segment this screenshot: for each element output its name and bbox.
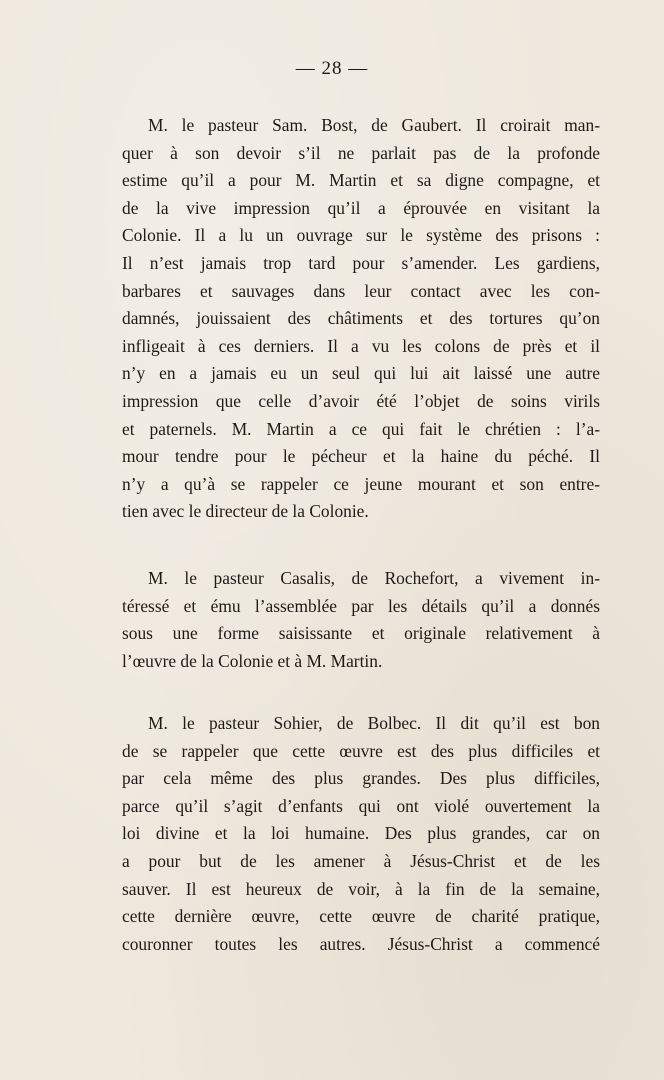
text-line: loi divine et la loi humaine. Des plus grandes, car on	[122, 823, 600, 844]
text-line: tien avec le directeur de la Colonie.	[122, 501, 369, 522]
text-line: téressé et ému l’assemblée par les détails qu’il a donnés	[122, 595, 600, 616]
text-line: par cela même des plus grandes. Des plus difficiles,	[122, 768, 600, 789]
text-line: et paternels. M. Martin a ce qui fait le chrétien : l’a-	[122, 418, 600, 439]
text-line: impression que celle d’avoir été l’objet de soins virils	[122, 390, 600, 411]
text-line: sauver. Il est heureux de voir, à la fin de la semaine,	[122, 878, 600, 899]
text-line: damnés, jouissaient des châtiments et des tortures qu’on	[122, 308, 600, 329]
text-line: estime qu’il a pour M. Martin et sa digne compagne, et	[122, 170, 600, 191]
text-line: parce qu’il s’agit d’enfants qui ont violé ouvertement la	[122, 795, 600, 816]
text-line: Colonie. Il a lu un ouvrage sur le système des prisons :	[122, 225, 600, 246]
text-line: l’œuvre de la Colonie et à M. Martin.	[122, 650, 383, 671]
text-line: mour tendre pour le pécheur et la haine du péché. Il	[122, 446, 600, 467]
text-line: quer à son devoir s’il ne parlait pas de la profonde	[122, 142, 600, 163]
text-line: infligeait à ces derniers. Il a vu les colons de près et il	[122, 335, 600, 356]
text-line: n’y a qu’à se rappeler ce jeune mourant et son entre-	[122, 473, 600, 494]
text-line: de se rappeler que cette œuvre est des plus difficiles et	[122, 740, 600, 761]
text-line: de la vive impression qu’il a éprouvée en visitant la	[122, 197, 600, 218]
text-line: couronner toutes les autres. Jésus-Christ a commencé	[122, 933, 600, 954]
text-line: barbares et sauvages dans leur contact avec les con-	[122, 280, 600, 301]
text-line: a pour but de les amener à Jésus-Christ et de les	[122, 850, 600, 871]
text-line: sous une forme saisissante et originale relativement à	[122, 623, 600, 644]
text-line: M. le pasteur Casalis, de Rochefort, a vivement in-	[148, 568, 600, 588]
text-line: cette dernière œuvre, cette œuvre de charité pratique,	[122, 906, 600, 927]
text-line: M. le pasteur Sam. Bost, de Gaubert. Il croirait man-	[148, 115, 600, 135]
text-line: M. le pasteur Sohier, de Bolbec. Il dit qu’il est bon	[148, 713, 600, 733]
text-line: n’y en a jamais eu un seul qui lui ait laissé une autre	[122, 363, 600, 384]
page-number: — 28 —	[295, 58, 369, 79]
paragraph-bost	[122, 112, 600, 526]
text-line: Il n’est jamais trop tard pour s’amender. Les gardiens,	[122, 252, 600, 273]
paragraph-casalis	[122, 565, 600, 675]
paragraph-sohier	[122, 710, 600, 958]
